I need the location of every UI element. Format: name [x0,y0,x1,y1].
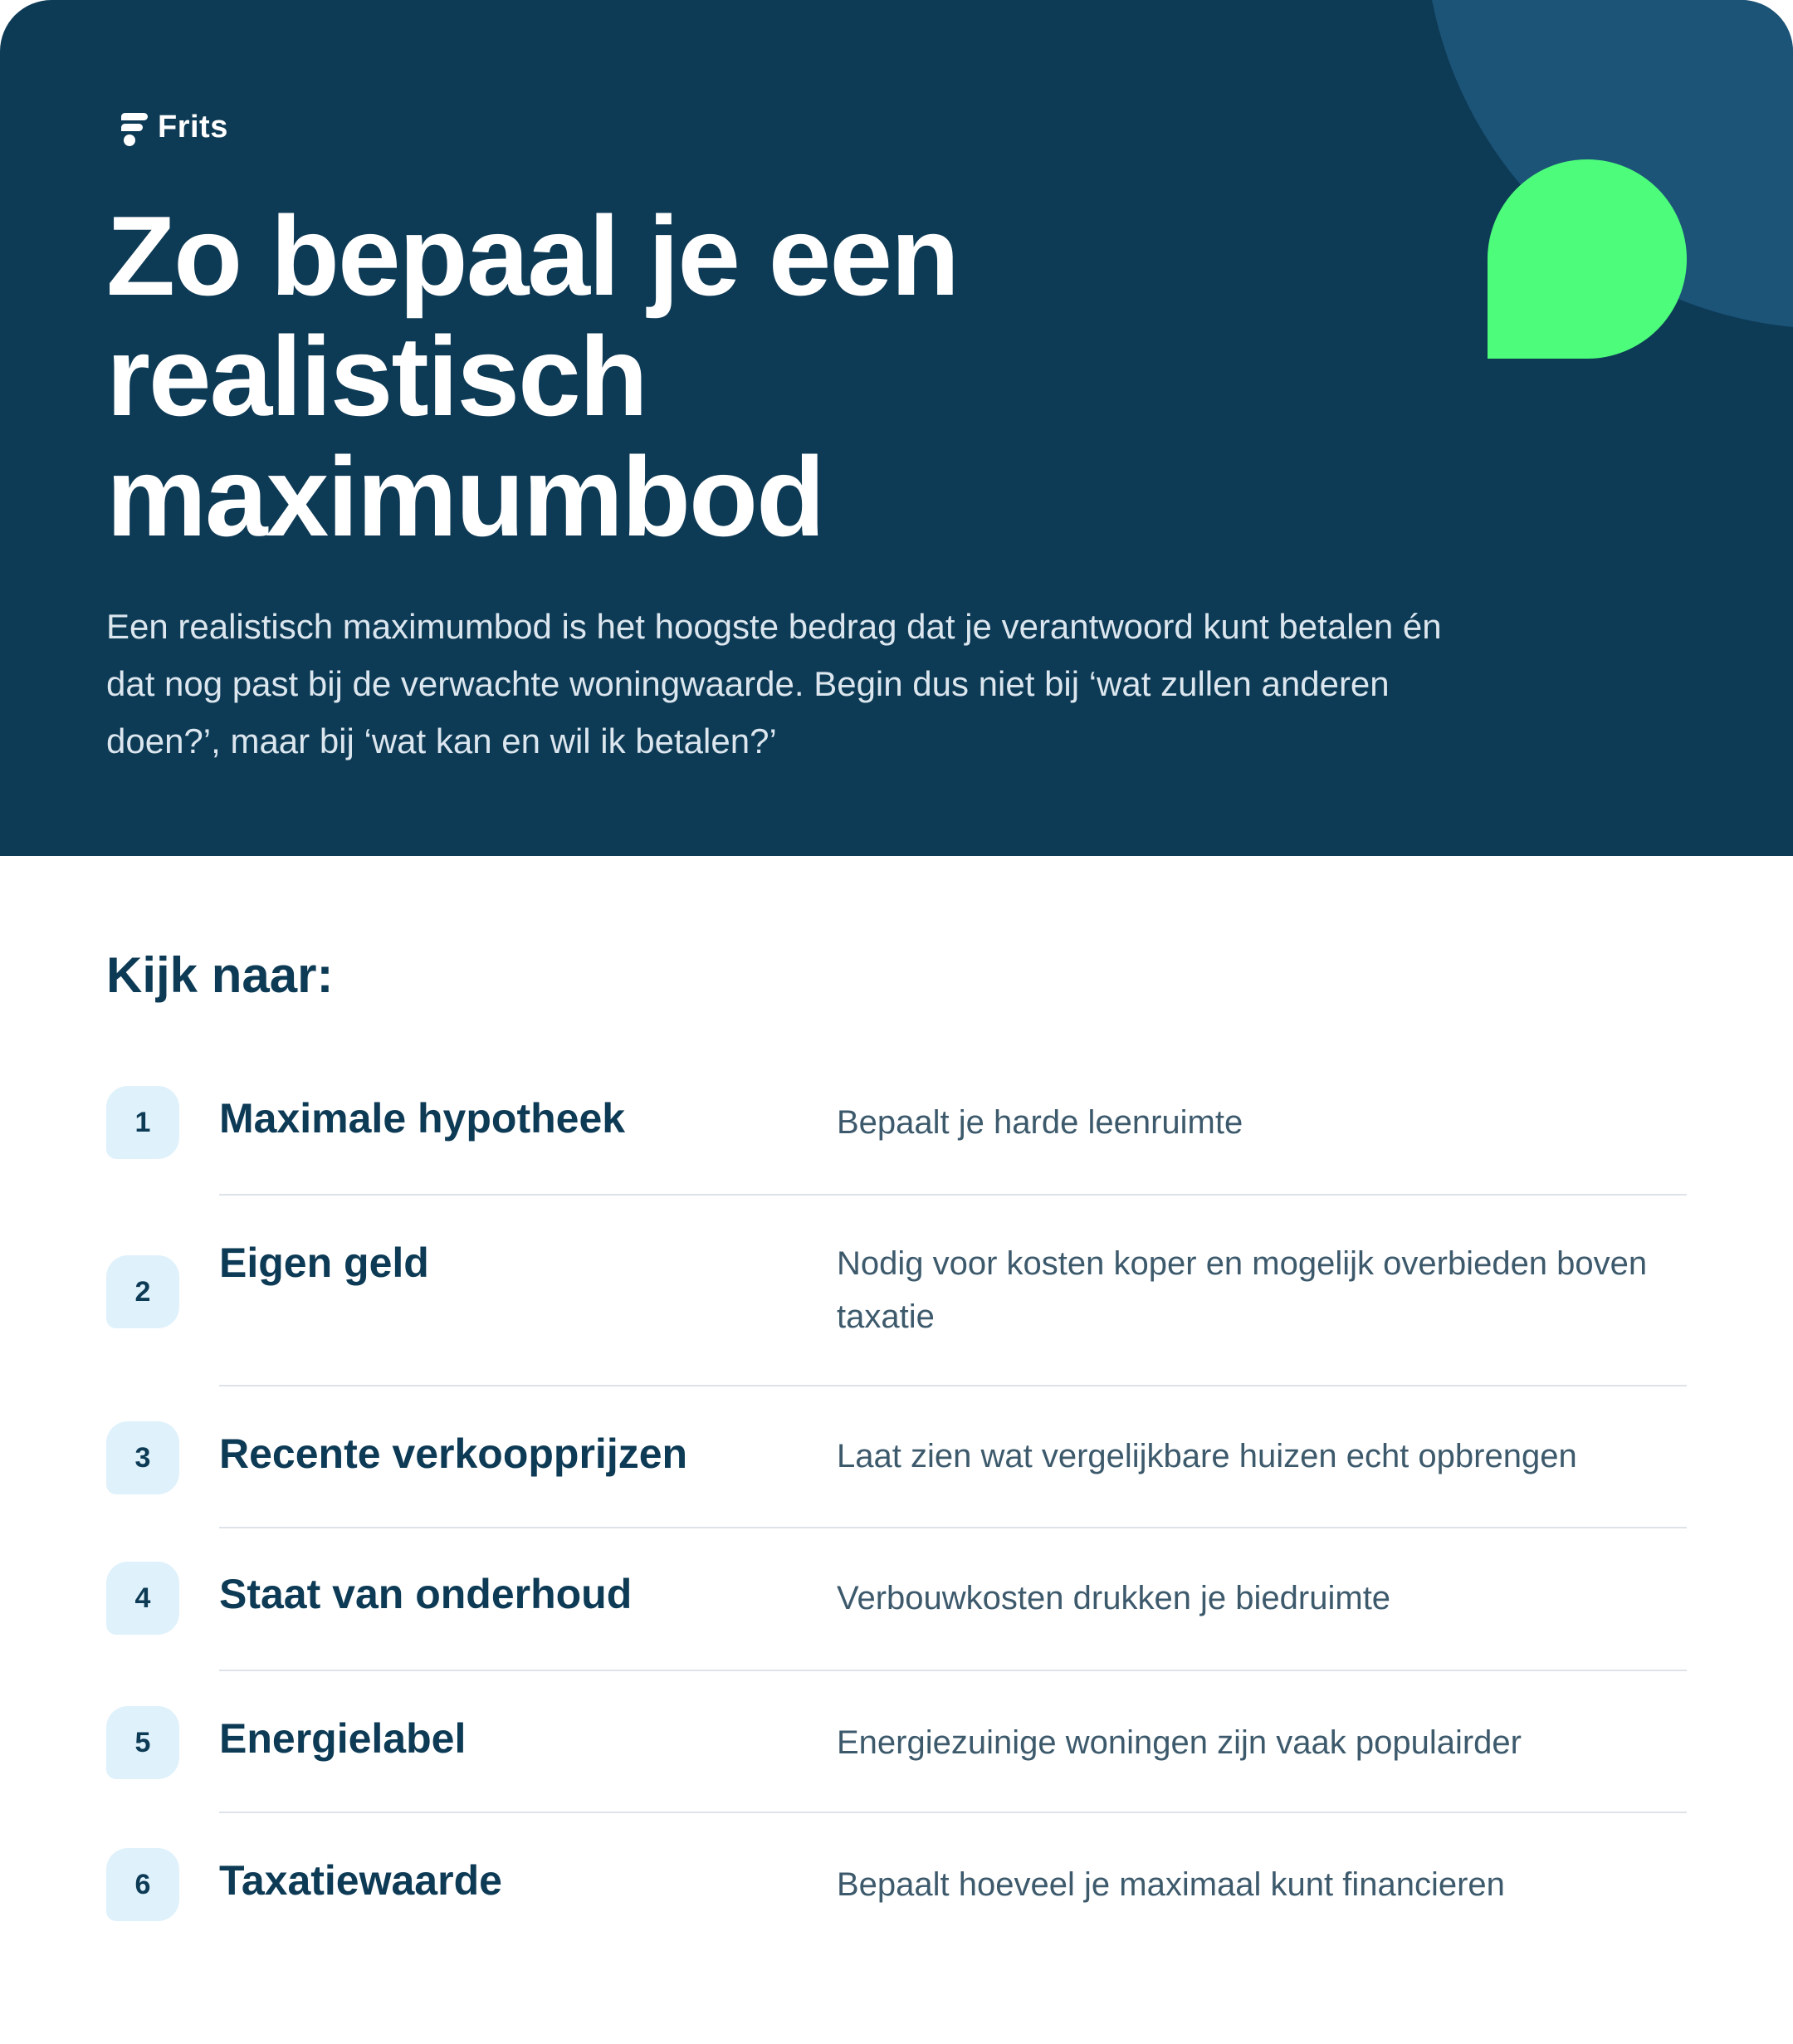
factor-list [0,1053,1793,1946]
frits-logo-icon [121,108,148,146]
brand-logo [121,106,228,148]
number-badge: 6 [106,1848,179,1921]
item-description: Nodig voor kosten koper en mogelijk overbieden boven taxatie [837,1245,1648,1335]
item-description: Verbouwkosten drukken je biedruimte [837,1580,1391,1616]
list-item [0,1813,1793,1946]
item-description: Energiezuinige woningen zijn vaak populairder [837,1724,1522,1761]
item-label: Energielabel [219,1715,467,1762]
item-description: Bepaalt hoeveel je maximaal kunt financieren [837,1866,1505,1903]
list-item [0,1671,1793,1813]
decorative-drop-shape [1488,159,1687,359]
brand-name: Frits [158,109,228,144]
section-title: Kijk naar: [106,947,334,1003]
number-badge: 2 [106,1255,179,1328]
item-label: Staat van onderhoud [219,1571,633,1617]
item-label: Eigen geld [219,1240,429,1286]
number-badge: 5 [106,1706,179,1779]
number-badge: 4 [106,1562,179,1635]
item-label: Maximale hypotheek [219,1095,626,1142]
page-title: Zo bepaal je een realistisch maximumbod [106,193,959,560]
item-description: Bepaalt je harde leenruimte [837,1104,1243,1141]
list-item [0,1528,1793,1671]
item-description: Laat zien wat vergelijkbare huizen echt opbrengen [837,1438,1577,1474]
list-item [0,1386,1793,1528]
list-item [0,1053,1793,1196]
number-badge: 1 [106,1086,179,1159]
item-label: Recente verkoopprijzen [219,1430,688,1477]
item-label: Taxatiewaarde [219,1857,502,1904]
intro-text: Een realistisch maximumbod is het hoogste bedrag dat je verantwoord kunt betalen én dat nog past bij de verwachte woningwaarde. Begin dus niet bij ‘wat zullen anderen doen?’, maar bij ‘wat kan en wil ik betalen?’ [106,607,1442,760]
list-item [0,1196,1793,1386]
hero-section [0,0,1793,856]
number-badge: 3 [106,1421,179,1494]
